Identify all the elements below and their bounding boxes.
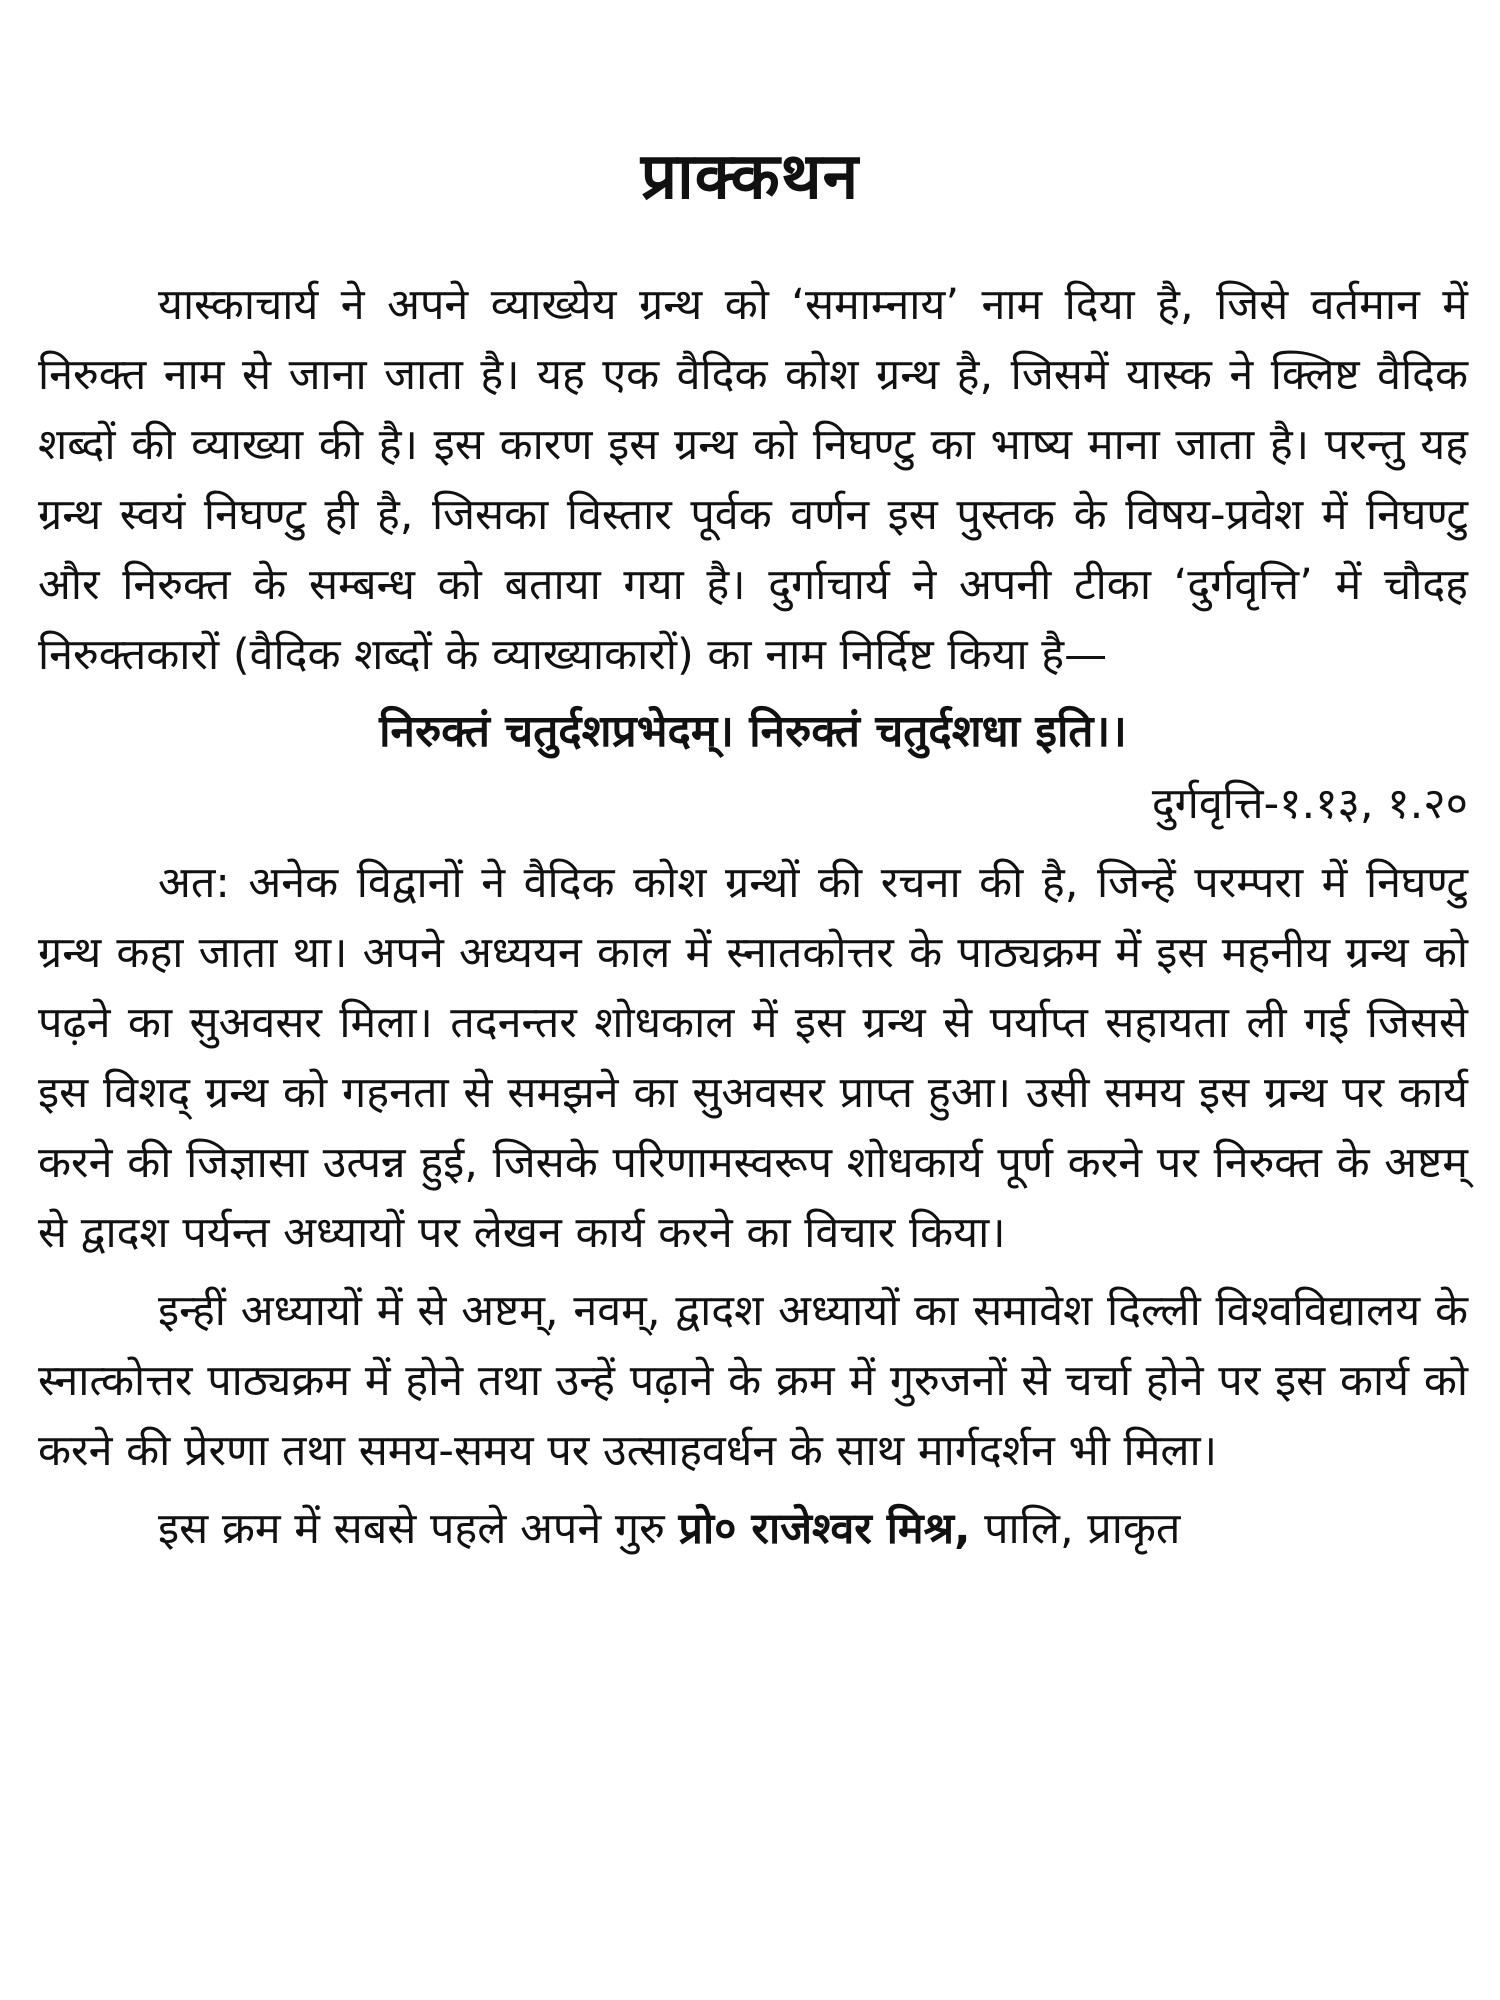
paragraph-intro: यास्काचार्य ने अपने व्याख्येय ग्रन्थ को ‘समाम्नाय’ नाम दिया है, जिसे वर्तमान में निरुक्त नाम से जाना जाता है। यह एक वैदिक कोश ग्रन्थ है, जिसमें यास्क ने क्लिष्ट वैदिक शब्दों की व्याख्या की है। इस कारण इस ग्रन्थ को निघण्टु का भाष्य माना जाता है। परन्तु यह ग्रन्थ स्वयं निघण्टु ही है, जिसका विस्तार पूर्वक वर्णन इस पुस्तक के विषय-प्रवेश में निघण्टु और निरुक्त के सम्बन्ध को बताया गया है। दुर्गाचार्य ने अपनी टीका ‘दुर्गवृत्ति’ में चौदह निरुक्तकारों (वैदिक शब्दों के व्याख्याकारों) का नाम निर्दिष्ट किया है— [38,280,1468,680]
professor-name: प्रो० राजेश्वर मिश्र, [678,1504,971,1554]
document-body [38,270,1468,1564]
acknowledgement-lead: इस क्रम में सबसे पहले अपने गुरु [158,1504,679,1554]
paragraph-acknowledgement [38,1494,1468,1564]
paragraph-gap [38,1486,1468,1494]
paragraph-chapters: इन्हीं अध्यायों में से अष्टम्, नवम्, द्वादश अध्यायों का समावेश दिल्ली विश्वविद्यालय के स्नात्कोत्तर पाठ्यक्रम में होने तथा उन्हें पढ़ाने के क्रम में गुरुजनों से चर्चा होने पर इस कार्य को करने की प्रेरणा तथा समय-समय पर उत्साहवर्धन के साथ मार्गदर्शन भी मिला। [38,1286,1468,1476]
page-title: प्राक्कथन [640,140,860,214]
paragraph-gap [38,840,1468,848]
paragraph-gap [38,1268,1468,1276]
verse-citation: दुर्गवृत्ति-१.१३, १.२० [1151,779,1468,829]
acknowledgement-tail: पालि, प्राकृत [970,1504,1181,1554]
sanskrit-verse: निरुक्तं चतुर्दशप्रभेदम्। निरुक्तं चतुर्दशधा इति।। [379,706,1127,757]
paragraph-study: अत: अनेक विद्वानों ने वैदिक कोश ग्रन्थों की रचना की है, जिन्हें परम्परा में निघण्टु ग्रन्थ कहा जाता था। अपने अध्ययन काल में स्नातकोत्तर के पाठ्यक्रम में इस महनीय ग्रन्थ को पढ़ने का सुअवसर मिला। तदनन्तर शोधकाल में इस ग्रन्थ से पर्याप्त सहायता ली गई जिससे इस विशद् ग्रन्थ को गहनता से समझने का सुअवसर प्राप्त हुआ। उसी समय इस ग्रन्थ पर कार्य करने की जिज्ञासा उत्पन्न हुई, जिसके परिणामस्वरूप शोधकार्य पूर्ण करने पर निरुक्त के अष्टम् से द्वादश पर्यन्त अध्यायों पर लेखन कार्य करने का विचार किया। [38,858,1468,1258]
